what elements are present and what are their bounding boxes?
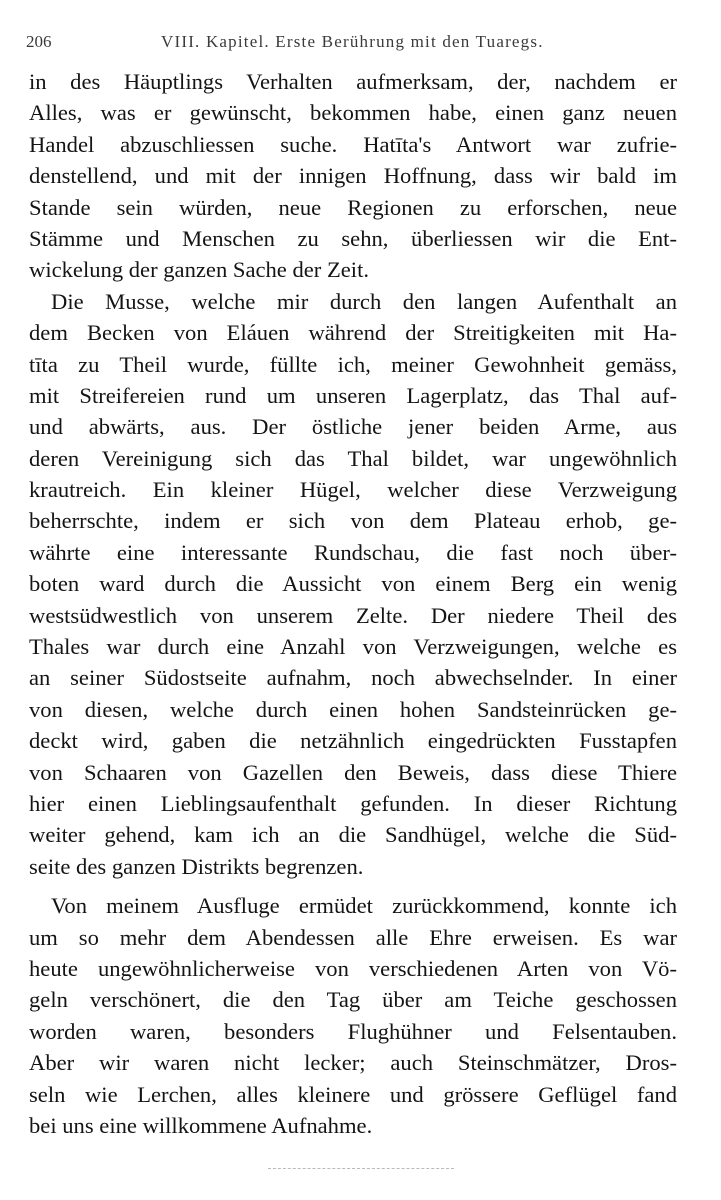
text-line: boten ward durch die Aussicht von einem Berg ein wenig: [29, 571, 677, 597]
text-line: heute ungewöhnlicherweise von verschiedenen Arten von Vö-: [29, 955, 677, 981]
page-number: 206: [26, 32, 52, 51]
text-line: deckt wird, gaben die netzähnlich eingedrückten Fusstapfen: [29, 728, 677, 754]
text-line: beherrschte, indem er sich von dem Plateau erhob, ge-: [29, 508, 677, 534]
paragraph: [29, 286, 677, 882]
paragraph-gap: [29, 882, 677, 890]
text-line: Alles, was er gewünscht, bekommen habe, einen ganz neuen: [29, 100, 677, 126]
text-line: wickelung der ganzen Sache der Zeit.: [29, 257, 370, 283]
text-line: in des Häuptlings Verhalten aufmerksam, der, nachdem er: [29, 69, 677, 94]
text-line: westsüdwestlich von unserem Zelte. Der niedere Theil des: [29, 602, 677, 628]
text-line: dem Becken von Eláuen während der Streitigkeiten mit Ha-: [29, 320, 677, 346]
text-line: von Schaaren von Gazellen den Beweis, dass diese Thiere: [29, 759, 677, 785]
text-line: seln wie Lerchen, alles kleinere und grössere Geflügel fand: [29, 1081, 677, 1107]
text-line: von diesen, welche durch einen hohen Sandsteinrücken ge-: [29, 696, 677, 722]
text-line: seite des ganzen Distrikts begrenzen.: [29, 853, 364, 879]
text-line: um so mehr dem Abendessen alle Ehre erweisen. Es war: [29, 924, 677, 950]
end-rule: [268, 1168, 454, 1169]
text-line: Die Musse, welche mir durch den langen Aufenthalt an: [51, 288, 677, 314]
text-line: worden waren, besonders Flughühner und Felsentauben.: [29, 1018, 677, 1044]
text-line: denstellend, und mit der innigen Hoffnung, dass wir bald im: [29, 163, 677, 189]
text-line: Handel abzuschliessen suche. Hatīta's Antwort war zufrie-: [29, 131, 677, 157]
paragraph: [29, 890, 677, 1141]
body-text: [29, 66, 677, 1141]
chapter-heading: VIII. Kapitel. Erste Berührung mit den Tuaregs.: [161, 32, 544, 51]
paragraph: [29, 66, 677, 286]
text-line: tīta zu Theil wurde, füllte ich, meiner Gewohnheit gemäss,: [29, 351, 677, 377]
text-line: Von meinem Ausfluge ermüdet zurückkommend, konnte ich: [51, 893, 677, 919]
text-line: währte eine interessante Rundschau, die fast noch über-: [29, 539, 677, 565]
text-line: deren Vereinigung sich das Thal bildet, war ungewöhnlich: [29, 445, 677, 471]
running-head: [26, 32, 686, 58]
text-line: mit Streifereien rund um unseren Lagerplatz, das Thal auf-: [29, 382, 677, 408]
text-line: und abwärts, aus. Der östliche jener beiden Arme, aus: [29, 414, 677, 440]
text-line: Thales war durch eine Anzahl von Verzweigungen, welche es: [29, 634, 677, 660]
text-line: weiter gehend, kam ich an die Sandhügel, welche die Süd-: [29, 822, 677, 848]
text-line: Aber wir waren nicht lecker; auch Steinschmätzer, Dros-: [29, 1050, 677, 1076]
text-line: Stämme und Menschen zu sehn, überliessen wir die Ent-: [29, 225, 677, 251]
text-line: Stande sein würden, neue Regionen zu erforschen, neue: [29, 194, 677, 220]
text-line: hier einen Lieblingsaufenthalt gefunden. In dieser Richtung: [29, 790, 677, 816]
text-line: krautreich. Ein kleiner Hügel, welcher diese Verzweigung: [29, 477, 677, 503]
text-line: an seiner Südostseite aufnahm, noch abwechselnder. In einer: [29, 665, 677, 691]
text-line: bei uns eine willkommene Aufnahme.: [29, 1112, 373, 1138]
text-line: geln verschönert, die den Tag über am Teiche geschossen: [29, 987, 677, 1013]
